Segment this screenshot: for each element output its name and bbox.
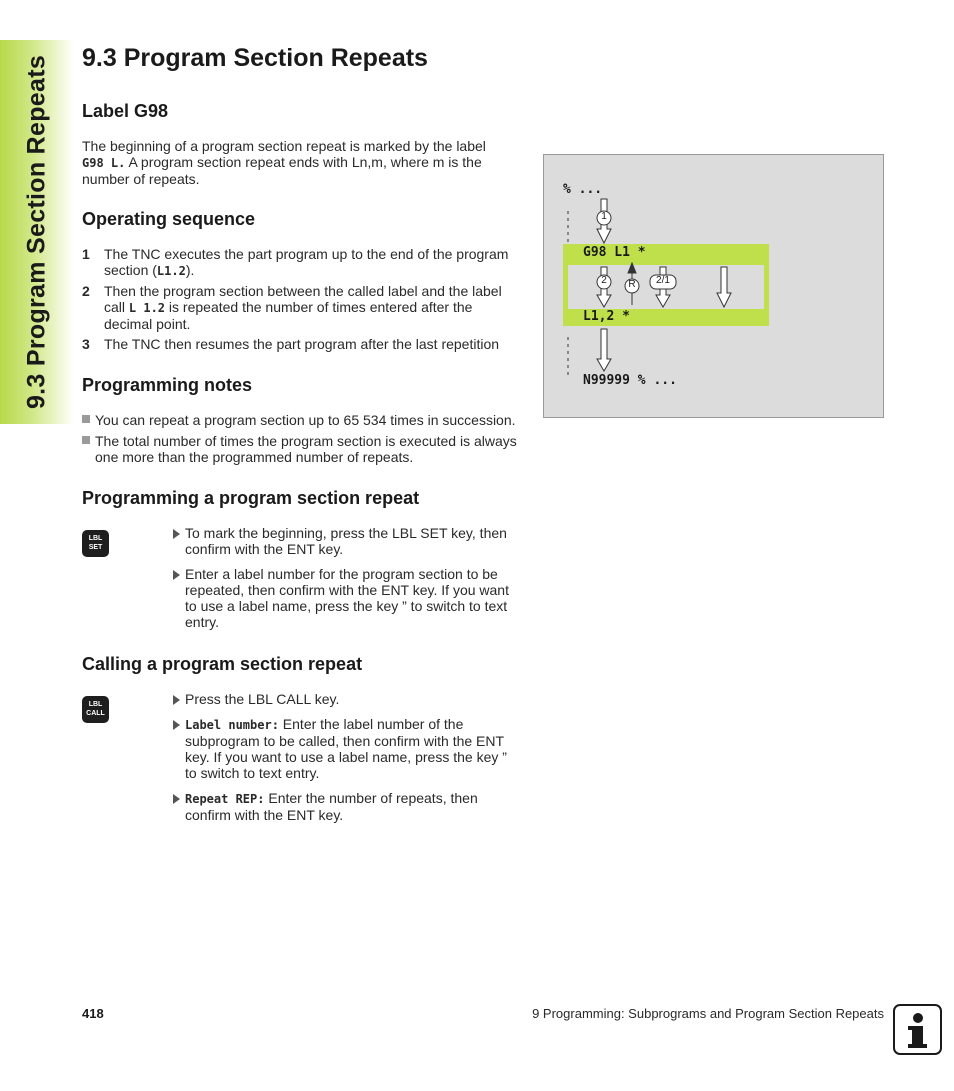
step-arrow-icon (173, 720, 180, 730)
step-text: confirm with the ENT key. (185, 807, 344, 823)
step-text: Enter a label number for the program section to be (185, 566, 498, 582)
operating-item-text: call (104, 299, 129, 315)
diagram-code-line: L1,2 * (583, 309, 630, 324)
marker-2-label: 2 (601, 275, 607, 286)
operating-item-text: The TNC executes the part program up to the end of the program (104, 246, 509, 262)
calling-step-1 (173, 691, 533, 707)
note-text: one more than the programmed number of repeats. (95, 449, 414, 465)
label-g98-code: G98 L. (82, 156, 126, 170)
step-text: confirm with the ENT key. (185, 541, 344, 557)
note-item (82, 412, 532, 428)
chapter-title: 9 Programming: Subprograms and Program Section Repeats (532, 1006, 884, 1021)
heading-programming-notes: Programming notes (82, 375, 253, 395)
heading-calling-repeat: Calling a program section repeat (82, 654, 363, 674)
page-title: 9.3 Program Section Repeats (82, 44, 428, 72)
side-tab (0, 40, 74, 424)
step-text: To mark the beginning, press the LBL SET key, then (185, 525, 507, 541)
operating-item-text: ). (185, 262, 195, 278)
marker-21-label: 2/1 (656, 275, 670, 286)
step-arrow-icon (173, 794, 180, 804)
label-g98-line2: A program section repeat ends with Ln,m, where m is the (125, 154, 482, 170)
step-code: Label number: (185, 718, 279, 732)
step-text: entry. (185, 614, 219, 630)
operating-item-number: 3 (82, 336, 90, 352)
key-label-top: LBL (88, 535, 103, 542)
heading-programming-repeat: Programming a program section repeat (82, 488, 420, 508)
step-arrow-icon (173, 570, 180, 580)
step-text: Press the LBL CALL key. (185, 691, 340, 707)
step-arrow-icon (173, 695, 180, 705)
note-item (82, 433, 532, 465)
key-label-top: LBL (88, 701, 103, 708)
page-number: 418 (82, 1006, 104, 1021)
note-text: You can repeat a program section up to 65 534 times in succession. (95, 412, 516, 428)
lbl-call-key-icon (82, 696, 109, 723)
step-text: subprogram to be called, then confirm with the ENT (185, 733, 505, 749)
label-g98-line1: The beginning of a program section repeat is marked by the label (82, 138, 486, 154)
heading-label-g98: Label G98 (82, 101, 169, 121)
operating-list (82, 246, 532, 356)
step-text: Enter the number of repeats, then (264, 790, 478, 806)
heading-operating-sequence: Operating sequence (82, 209, 256, 229)
diagram-code-line: G98 L1 * (583, 245, 646, 260)
diagram-code-line: % ... (563, 182, 603, 197)
bullet-icon (82, 415, 90, 423)
operating-item-number: 2 (82, 283, 90, 299)
operating-item-code: L1.2 (156, 264, 186, 278)
label-g98-line3: number of repeats. (82, 171, 200, 187)
operating-item-text: section ( (104, 262, 157, 278)
step-arrow-icon (173, 529, 180, 539)
operating-item-text: decimal point. (104, 316, 191, 332)
bullet-icon (82, 436, 90, 444)
calling-step-3 (173, 790, 533, 823)
operating-item-text: is repeated the number of times entered after the (165, 299, 473, 315)
step-text: Enter the label number of the (278, 716, 464, 732)
step-text: repeated, then confirm with the ENT key. If you want (185, 582, 509, 598)
calling-step-2 (173, 716, 533, 781)
operating-item-code: L 1.2 (128, 301, 166, 315)
down-arrow-icon (717, 267, 731, 307)
diagram-code-line: N99999 % ... (583, 373, 677, 388)
programming-step-1 (173, 525, 533, 557)
marker-r-label: R (628, 279, 636, 290)
key-label-bottom: SET (88, 544, 103, 551)
info-icon-glyph (895, 1006, 940, 1053)
step-code: Repeat REP: (185, 792, 265, 806)
step-text: to switch to text entry. (185, 765, 320, 781)
operating-item-number: 1 (82, 246, 90, 262)
label-g98-paragraph (82, 138, 532, 187)
key-label-bottom: CALL (86, 710, 105, 717)
note-text: The total number of times the program section is executed is always (95, 433, 517, 449)
program-repeat-diagram (543, 154, 884, 418)
down-arrow-icon (597, 329, 611, 371)
info-icon (893, 1004, 942, 1055)
programming-step-2 (173, 566, 533, 630)
side-tab-label: 9.3 Program Section Repeats (22, 54, 51, 410)
operating-item-text: Then the program section between the called label and the label (104, 283, 502, 299)
marker-1-label: 1 (601, 211, 607, 222)
step-text: to use a label name, press the key ” to switch to text (185, 598, 508, 614)
step-text: key. If you want to use a label name, press the key ” (185, 749, 507, 765)
lbl-set-key-icon (82, 530, 109, 557)
operating-item-text: The TNC then resumes the part program after the last repetition (104, 336, 500, 352)
